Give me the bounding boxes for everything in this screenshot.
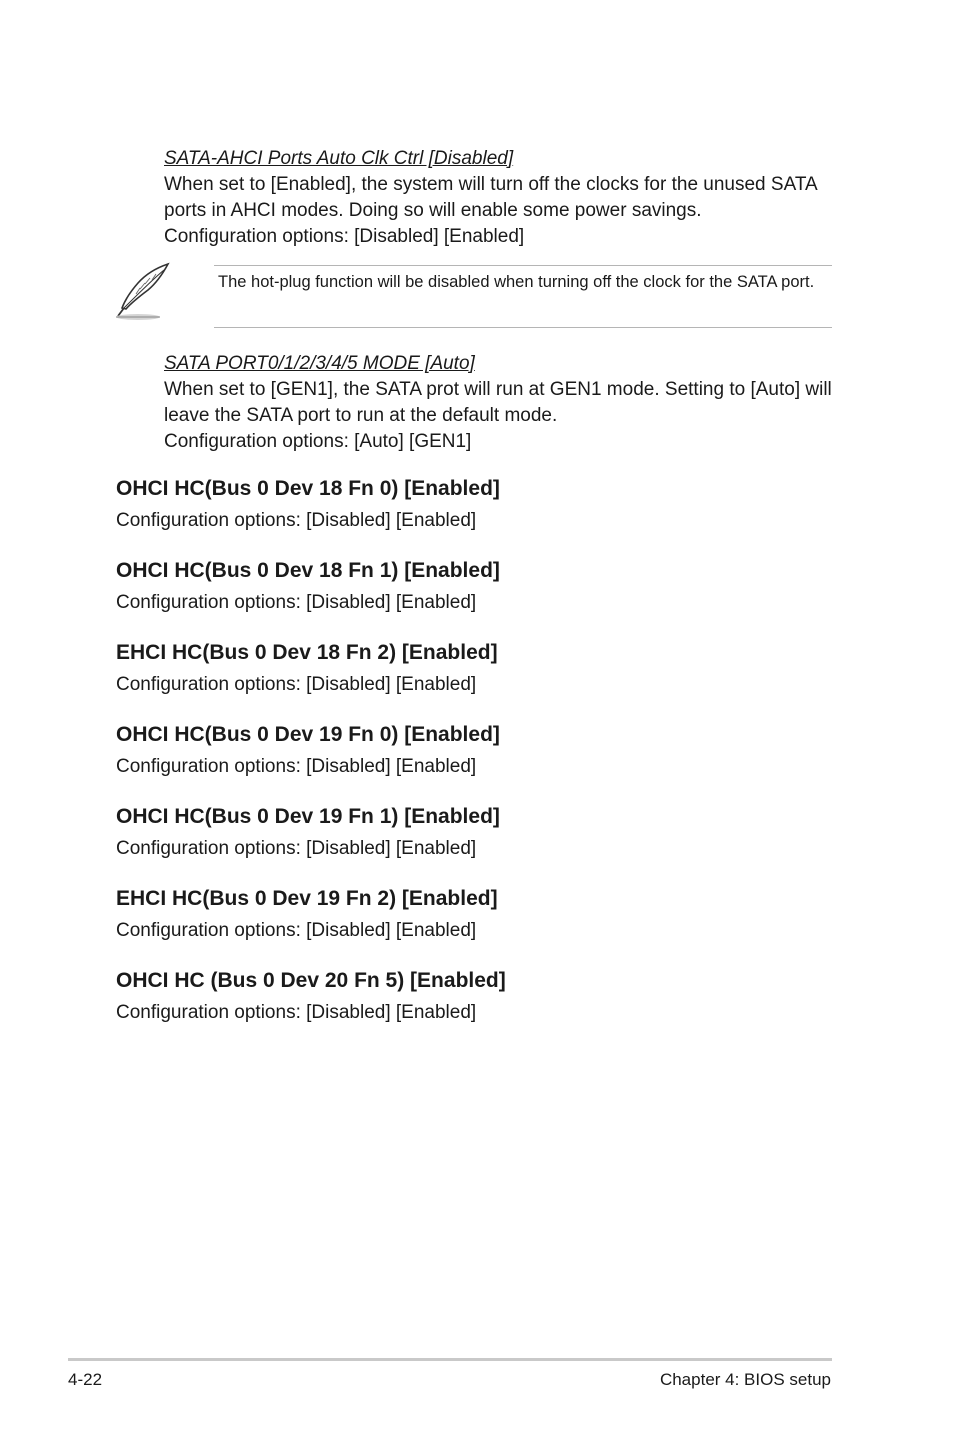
item-config: Configuration options: [Disabled] [Enabled] xyxy=(116,1002,477,1023)
section-ahci-clk xyxy=(164,146,844,250)
note-text: The hot-plug function will be disabled when turning off the clock for the SATA port. xyxy=(218,273,815,291)
item-config: Configuration options: [Disabled] [Enabled] xyxy=(116,510,477,531)
bios-item xyxy=(116,556,836,638)
section-title: SATA PORT0/1/2/3/4/5 MODE [Auto] xyxy=(164,353,475,374)
bios-item xyxy=(116,966,836,1048)
item-config: Configuration options: [Disabled] [Enabled] xyxy=(116,920,477,941)
section-config: Configuration options: [Disabled] [Enabled] xyxy=(164,226,525,247)
item-title: OHCI HC(Bus 0 Dev 19 Fn 1) [Enabled] xyxy=(116,805,500,828)
bios-item xyxy=(116,884,836,966)
note-box xyxy=(112,258,832,330)
item-title: OHCI HC(Bus 0 Dev 19 Fn 0) [Enabled] xyxy=(116,723,500,746)
item-title: OHCI HC (Bus 0 Dev 20 Fn 5) [Enabled] xyxy=(116,969,506,992)
bios-item xyxy=(116,720,836,802)
section-body: When set to [GEN1], the SATA prot will run at GEN1 mode. Setting to [Auto] will leave the SATA port to run at the default mode. xyxy=(164,379,832,426)
item-config: Configuration options: [Disabled] [Enabled] xyxy=(116,674,477,695)
section-port-mode xyxy=(164,351,844,455)
item-title: EHCI HC(Bus 0 Dev 19 Fn 2) [Enabled] xyxy=(116,887,498,910)
note-top-rule xyxy=(214,265,832,266)
note-bottom-rule xyxy=(214,327,832,328)
chapter-title: Chapter 4: BIOS setup xyxy=(659,1370,831,1389)
item-config: Configuration options: [Disabled] [Enabled] xyxy=(116,592,477,613)
bios-item xyxy=(116,474,836,556)
bios-item-list xyxy=(116,474,836,1048)
item-config: Configuration options: [Disabled] [Enabled] xyxy=(116,838,477,859)
bios-item xyxy=(116,638,836,720)
item-config: Configuration options: [Disabled] [Enabled] xyxy=(116,756,477,777)
item-title: EHCI HC(Bus 0 Dev 18 Fn 2) [Enabled] xyxy=(116,641,498,664)
footer-rule xyxy=(68,1358,832,1361)
page-number: 4-22 xyxy=(68,1370,103,1389)
section-title: SATA-AHCI Ports Auto Clk Ctrl [Disabled] xyxy=(164,148,514,169)
section-config: Configuration options: [Auto] [GEN1] xyxy=(164,431,472,452)
item-title: OHCI HC(Bus 0 Dev 18 Fn 0) [Enabled] xyxy=(116,477,500,500)
bios-item xyxy=(116,802,836,884)
section-body: When set to [Enabled], the system will turn off the clocks for the unused SATA ports in AHCI modes. Doing so will enable some power savings. xyxy=(164,174,817,221)
feather-pen-icon xyxy=(112,262,174,322)
item-title: OHCI HC(Bus 0 Dev 18 Fn 1) [Enabled] xyxy=(116,559,500,582)
